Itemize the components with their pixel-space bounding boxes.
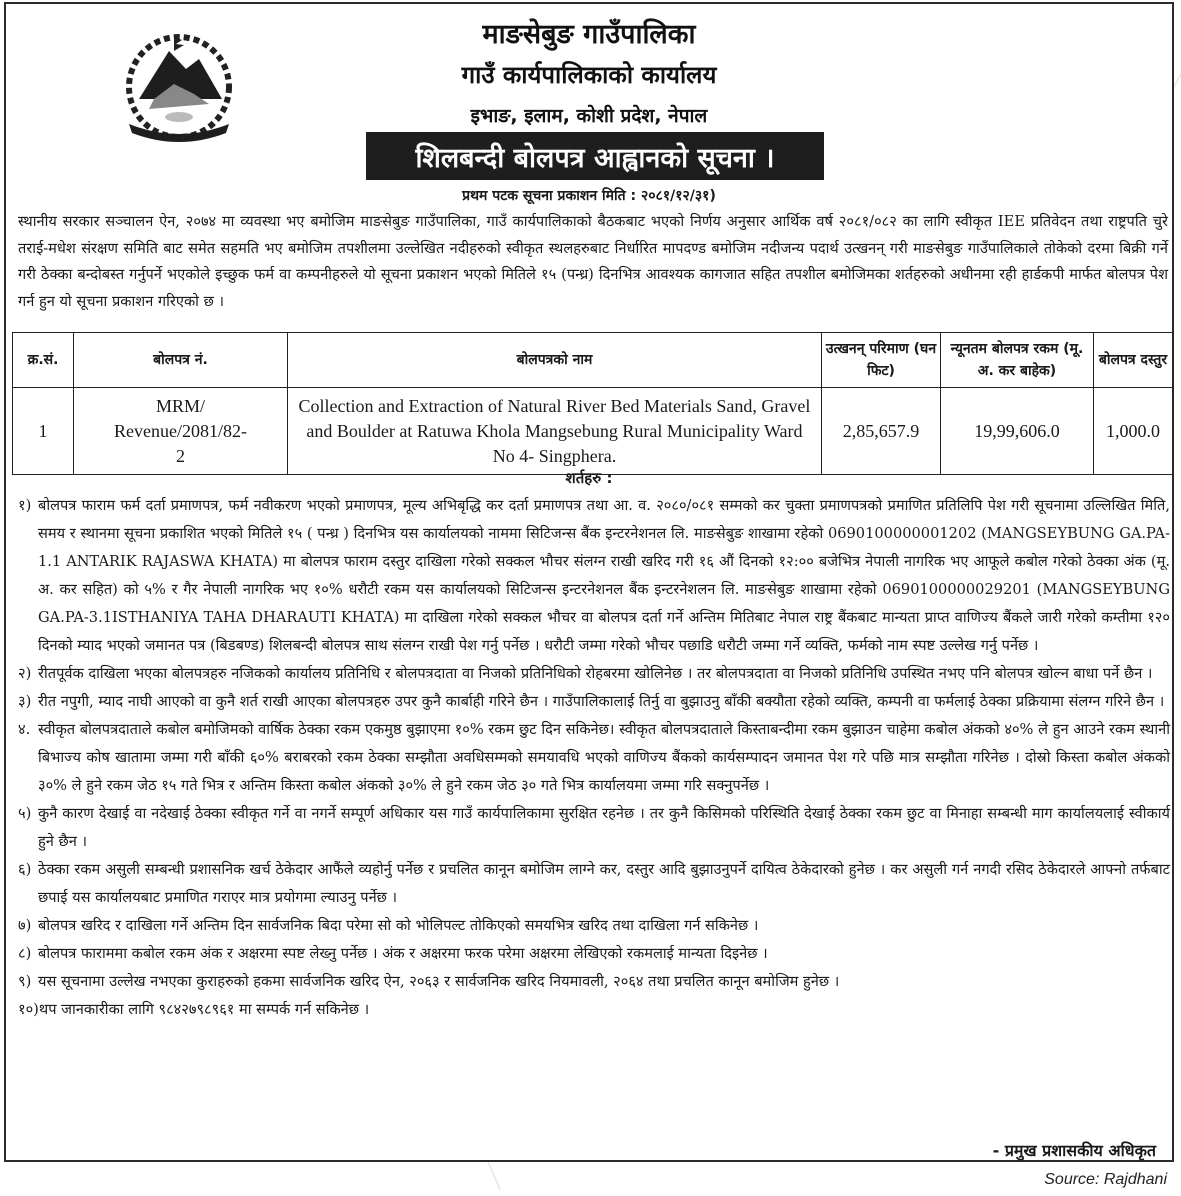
cell-bid-name: Collection and Extraction of Natural River Bed Materials Sand, Gravel and Boulder at Ratuwa Khola Mangsebung Rural Municipality Ward No 4- Singphera.	[287, 388, 821, 475]
condition-item	[18, 996, 1170, 1024]
condition-number: ५)	[18, 805, 32, 822]
condition-text: रीत नपुगी, म्याद नाघी आएको वा कुनै शर्त राखी आएका बोलपत्रहरु उपर कुनै कार्बाही गरिने छैन । गाउँपालिकालाई तिर्नु वा बुझाउनु बाँकी बक्यौता रहेको व्यक्ति, कम्पनी वा फर्मलाई ठेक्का प्रक्रियामा संलग्न गरिने छैन ।	[38, 693, 1165, 710]
condition-text: बोलपत्र खरिद र दाखिला गर्ने अन्तिम दिन सार्वजनिक बिदा परेमा सो को भोलिपल्ट तोकिएको समयभित्र खरिद तथा दाखिला गर्न सकिनेछ ।	[38, 917, 759, 934]
notice-frame	[4, 2, 1174, 1162]
cell-serial: 1	[13, 388, 74, 475]
col-bid-no: बोलपत्र नं.	[74, 333, 288, 388]
condition-number: २)	[18, 665, 32, 682]
condition-number: ९)	[18, 973, 32, 990]
condition-text: ठेक्का रकम असुली सम्बन्धी प्रशासनिक खर्च ठेकेदार आफैंले व्यहोर्नु पर्नेछ र प्रचलित कानून बमोजिम लाग्ने कर, दस्तुर आदि बुझाउनुपर्ने दायित्व ठेकेदारको हुनेछ । कर असुली गर्न नगदी रसिद ठेकेदारले आफ्नो तर्फबाट छपाई यस कार्यालयबाट प्रमाणित गराएर मात्र प्रयोगमा ल्याउनु पर्नेछ ।	[38, 861, 1170, 906]
cell-bid-no: MRM/ Revenue/2081/82-2	[74, 388, 288, 475]
conditions-list	[18, 492, 1170, 1024]
condition-text: थप जानकारीका लागि ९८४२७९८९६१ मा सम्पर्क गर्न सकिनेछ ।	[38, 1001, 370, 1018]
cell-min-amount: 19,99,606.0	[941, 388, 1094, 475]
condition-item	[18, 716, 1170, 800]
condition-item	[18, 856, 1170, 912]
col-bid-name: बोलपत्रको नाम	[287, 333, 821, 388]
condition-item	[18, 660, 1170, 688]
condition-number: ८)	[18, 945, 32, 962]
signatory: - प्रमुख प्रशासकीय अधिकृत	[992, 1141, 1156, 1160]
office-address: इभाङ, इलाम, कोशी प्रदेश, नेपाल	[470, 105, 708, 127]
condition-item	[18, 912, 1170, 940]
condition-text: स्वीकृत बोलपत्रदाताले कबोल बमोजिमको वार्षिक ठेक्का रकम एकमुष्ठ बुझाएमा १०% रकम छुट दिन सकिनेछ। स्वीकृत बोलपत्रदाताले किस्ताबन्दीमा रकम बुझाउन चाहेमा कबोल अंकको ४०% ले हुन आउने रकम स्थानी बिभाज्य कोष खातामा जम्मा गरी बाँकी ६०% बराबरको रकम ठेक्का सम्झौता अवधिसम्मको समयावधि भएको वाणिज्य बैंकको कार्यसम्पादन जमानत पेश गरे पछि मात्र सम्झौता गरिनेछ । दोस्रो किस्ता कबोल अंकको ३०% ले हुने रकम जेठ १५ गते भित्र र अन्तिम किस्ता कबोल अंकको ३०% ले हुने रकम जेठ ३० गते भित्र कार्यालयमा जम्मा गरि सक्नुपर्नेछ ।	[38, 721, 1170, 794]
source-credit: Source: Rajdhani	[1044, 1171, 1167, 1188]
condition-text: यस सूचनामा उल्लेख नभएका कुराहरुको हकमा सार्वजनिक खरिद ऐन, २०६३ र सार्वजनिक खरिद नियमावली, २०६४ तथा प्रचलित कानून बमोजिम हुनेछ ।	[38, 973, 840, 990]
municipality-name: माङसेबुङ गाउँपालिका	[482, 19, 696, 50]
condition-text: बोलपत्र फाराम फर्म दर्ता प्रमाणपत्र, फर्म नवीकरण भएको प्रमाणपत्र, मूल्य अभिबृद्धि कर दर्ता प्रमाणपत्र तथा आ. व. २०८०/०८१ सम्मको कर चुक्ता प्रमाणपत्रको प्रमाणित प्रतिलिपि पेश गरी सूचनामा उल्लिखित मिति, समय र स्थानमा सूचना प्रकाशित भएको मितिले १५ ( पन्ध्र ) दिनभित्र यस कार्यालयको नाममा सिटिजन्स बैंक इन्टरनेशनल लि. माङसेबुङ शाखामा रहेको 0690100000001202 (MANGSEYBUNG GA.PA-1.1 ANTARIK RAJASWA KHATA) मा बोलपत्र फाराम दस्तुर दाखिला गरेको सक्कल भौचर संलग्न राखी खरिद गरी १६ औं दिनको १२:०० बजेभित्र नेपाली नागरिक भए आफूले कबोल गरेको ठेक्का अंक (मू. अ. कर सहित) को ५% र गैर नेपाली नागरिक भए १०% धरौटी रकम यस कार्यालयको सिटिजन्स इन्टरनेशनल बैंक इन्टरनेशलन लि. माङसेबुङ शाखामा रहेको 0690100000029201 (MANGSEYBUNG GA.PA-3.1ISTHANIYA TAHA DHARAUTI KHATA) मा दाखिला गरेको सक्कल भौचर वा बोलपत्र दर्ता गर्ने अन्तिम मितिबाट नेपाल राष्ट्र बैंकबाट मान्यता प्राप्त वाणिज्य बैंकले जारी गरेको कम्तीमा १२० दिनको म्याद भएको जमानत पत्र (बिडबण्ड) शिलबन्दी बोलपत्र साथ संलग्न राखी पेश गर्नु पर्नेछ । धरौटी जम्मा गरेको भौचर पछाडि धरौटी जम्मा गर्ने व्यक्ति, फर्मको नाम स्पष्ट उल्लेख गर्नु पर्नेछ ।	[38, 497, 1170, 654]
condition-text: रीतपूर्वक दाखिला भएका बोलपत्रहरु नजिकको कार्यालय प्रतिनिधि र बोलपत्रदाता वा निजको प्रतिनिधिको रोहबरमा खोलिनेछ । तर बोलपत्रदाता वा निजको प्रतिनिधि उपस्थित नभए पनि बोलपत्र खोल्न बाधा पर्ने छैन ।	[38, 665, 1153, 682]
condition-number: ४.	[18, 721, 31, 738]
condition-number: ६)	[18, 861, 32, 878]
col-quantity: उत्खनन् परिमाण (घन फिट)	[822, 333, 941, 388]
condition-item	[18, 688, 1170, 716]
office-name: गाउँ कार्यपालिकाको कार्यालय	[461, 61, 717, 89]
intro-paragraph: स्थानीय सरकार सञ्चालन ऐन, २०७४ मा व्यवस्था भए बमोजिम माङसेबुङ गाउँपालिका, गाउँ कार्यपालिकाको बैठकबाट भएको निर्णय अनुसार आर्थिक वर्ष २०८१/०८२ का लागि स्वीकृत IEE प्रतिवेदन तथा राष्ट्रपति चुरे तराई-मधेश संरक्षण समिति बाट समेत सहमति भए बमोजिम तपशीलमा उल्लेखित नदीहरुको स्वीकृत स्थलहरुबाट निर्धारित मापदण्ड बमोजिम नदीजन्य पदार्थ उत्खनन् गरी माङसेबुङ गाउँपालिकाले तोकेको दरमा बिक्री गर्ने गरी ठेक्का बन्दोबस्त गर्नुपर्ने भएकोले इच्छुक फर्म वा कम्पनीहरुले यो सूचना प्रकाशन भएको मितिले १५ (पन्ध्र) दिनभित्र आवश्यक कागजात सहित तपशील बमोजिमका शर्तहरुको अधीनमा रही हार्डकपी मार्फत बोलपत्र पेश गर्न हुन यो सूचना प्रकाशन गरिएको छ ।	[18, 213, 1168, 310]
publish-date: प्रथम पटक सूचना प्रकाशन मिति : २०८१/१२/३१)	[462, 188, 716, 204]
condition-number: १)	[18, 497, 32, 514]
condition-item	[18, 940, 1170, 968]
notice-title: शिलबन्दी बोलपत्र आह्वानको सूचना ।	[366, 132, 824, 180]
conditions-heading: शर्तहरु :	[565, 469, 613, 487]
condition-item	[18, 492, 1170, 660]
condition-number: १०)	[18, 1001, 39, 1018]
condition-number: ३)	[18, 693, 32, 710]
table-header-row	[13, 333, 1173, 388]
bid-table	[12, 332, 1173, 475]
condition-number: ७)	[18, 917, 32, 934]
cell-quantity: 2,85,657.9	[822, 388, 941, 475]
col-min-amount: न्यूनतम बोलपत्र रकम (मू. अ. कर बाहेक)	[941, 333, 1094, 388]
condition-text: बोलपत्र फाराममा कबोल रकम अंक र अक्षरमा स्पष्ट लेख्नु पर्नेछ । अंक र अक्षरमा फरक परेमा अक्षरमा लेखिएको रकमलाई मान्यता दिइनेछ ।	[38, 945, 768, 962]
condition-text: कुनै कारण देखाई वा नदेखाई ठेक्का स्वीकृत गर्ने वा नगर्ने सम्पूर्ण अधिकार यस गाउँ कार्यपालिकामा सुरक्षित रहनेछ । तर कुनै किसिमको परिस्थिति देखाई ठेक्का रकम छुट वा मिनाहा सम्बन्धी माग कार्यालयलाई स्वीकार्य हुने छैन ।	[38, 805, 1170, 850]
condition-item	[18, 968, 1170, 996]
condition-item	[18, 800, 1170, 856]
table-row	[13, 388, 1173, 475]
col-fee: बोलपत्र दस्तुर	[1094, 333, 1173, 388]
col-serial: क्र.सं.	[13, 333, 74, 388]
cell-fee: 1,000.0	[1094, 388, 1173, 475]
